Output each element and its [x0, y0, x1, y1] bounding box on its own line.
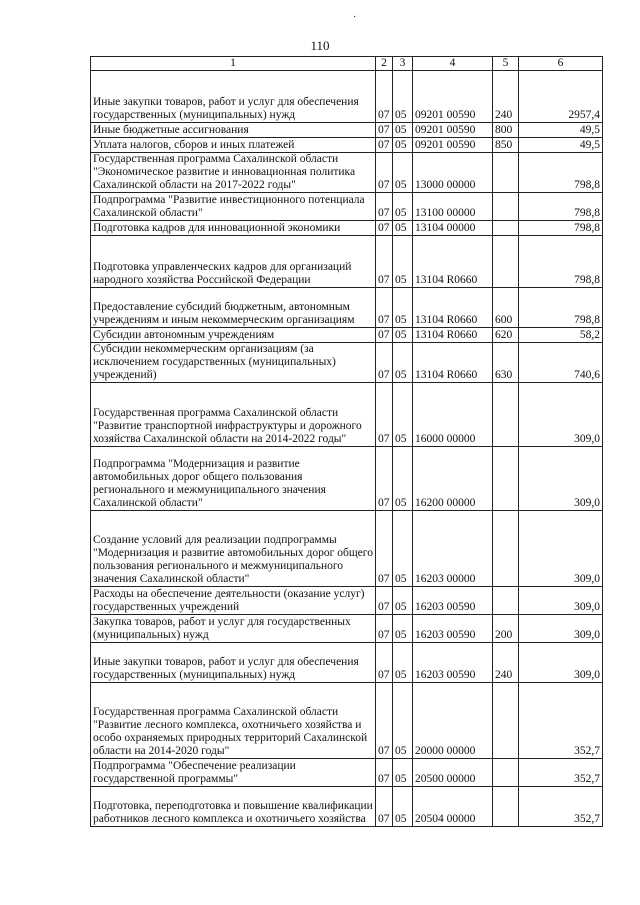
- target-article-cell: 09201 00590: [413, 71, 493, 123]
- subsection-code-cell: 05: [393, 288, 413, 328]
- subsection-code-cell: 05: [393, 787, 413, 827]
- header-cell: 4: [413, 57, 493, 71]
- row-name-cell: Расходы на обеспечение деятельности (оказание услуг) государственных учреждений: [91, 587, 376, 615]
- row-name-cell: Создание условий для реализации подпрограммы "Модернизация и развитие автомобильных дорог общего пользования регионального и межмуниципального значения Сахалинской области": [91, 511, 376, 587]
- row-name-cell: Подпрограмма "Развитие инвестиционного потенциала Сахалинской области": [91, 193, 376, 221]
- section-code-cell: 07: [376, 787, 393, 827]
- target-article-cell: 16000 00000: [413, 383, 493, 447]
- row-name-cell: Подготовка кадров для инновационной экономики: [91, 221, 376, 236]
- amount-cell: 798,8: [519, 193, 603, 221]
- target-article-cell: 16203 00590: [413, 587, 493, 615]
- expense-type-cell: 800: [493, 123, 519, 138]
- expense-type-cell: [493, 787, 519, 827]
- amount-cell: 309,0: [519, 447, 603, 511]
- amount-cell: 58,2: [519, 328, 603, 343]
- subsection-code-cell: 05: [393, 328, 413, 343]
- row-name-cell: Иные закупки товаров, работ и услуг для обеспечения государственных (муниципальных) нужд: [91, 71, 376, 123]
- target-article-cell: 20504 00000: [413, 787, 493, 827]
- target-article-cell: 13000 00000: [413, 153, 493, 193]
- table-row: [91, 138, 603, 153]
- row-name-cell: Государственная программа Сахалинской области "Развитие транспортной инфраструктуры и дорожного хозяйства Сахалинской области на 2014-2022 годы": [91, 383, 376, 447]
- amount-cell: 740,6: [519, 343, 603, 383]
- subsection-code-cell: 05: [393, 447, 413, 511]
- row-name-cell: Предоставление субсидий бюджетным, автономным учреждениям и иным некоммерческим организациям: [91, 288, 376, 328]
- expense-type-cell: 630: [493, 343, 519, 383]
- target-article-cell: 16200 00000: [413, 447, 493, 511]
- row-name-cell: Субсидии некоммерческим организациям (за исключением государственных (муниципальных) учреждений): [91, 343, 376, 383]
- subsection-code-cell: 05: [393, 383, 413, 447]
- row-name-cell: Государственная программа Сахалинской области "Развитие лесного комплекса, охотничьего хозяйства и особо охраняемых природных территорий Сахалинской области на 2014-2020 годы": [91, 683, 376, 759]
- expense-type-cell: [493, 447, 519, 511]
- target-article-cell: 16203 00590: [413, 643, 493, 683]
- row-name-cell: Иные закупки товаров, работ и услуг для обеспечения государственных (муниципальных) нужд: [91, 643, 376, 683]
- section-code-cell: 07: [376, 193, 393, 221]
- amount-cell: 309,0: [519, 587, 603, 615]
- expense-type-cell: 620: [493, 328, 519, 343]
- row-name-cell: Подготовка управленческих кадров для организаций народного хозяйства Российской Федерации: [91, 236, 376, 288]
- table-row: [91, 71, 603, 123]
- row-name-cell: Подготовка, переподготовка и повышение квалификации работников лесного комплекса и охотничьего хозяйства: [91, 787, 376, 827]
- subsection-code-cell: 05: [393, 615, 413, 643]
- subsection-code-cell: 05: [393, 759, 413, 787]
- subsection-code-cell: 05: [393, 511, 413, 587]
- table-row: [91, 383, 603, 447]
- target-article-cell: 20000 00000: [413, 683, 493, 759]
- header-cell: 1: [91, 57, 376, 71]
- target-article-cell: 13104 00000: [413, 221, 493, 236]
- section-code-cell: 07: [376, 683, 393, 759]
- page-number: 110: [310, 38, 330, 53]
- table-row: [91, 511, 603, 587]
- budget-table: [90, 56, 603, 827]
- section-code-cell: 07: [376, 447, 393, 511]
- header-cell: 6: [519, 57, 603, 71]
- amount-cell: 798,8: [519, 221, 603, 236]
- row-name-cell: Государственная программа Сахалинской области "Экономическое развитие и инновационная политика Сахалинской области на 2017-2022 годы": [91, 153, 376, 193]
- section-code-cell: 07: [376, 236, 393, 288]
- section-code-cell: 07: [376, 71, 393, 123]
- amount-cell: 798,8: [519, 153, 603, 193]
- table-row: [91, 328, 603, 343]
- expense-type-cell: [493, 153, 519, 193]
- header-row: [91, 57, 603, 71]
- subsection-code-cell: 05: [393, 193, 413, 221]
- amount-cell: 2957,4: [519, 71, 603, 123]
- expense-type-cell: [493, 193, 519, 221]
- expense-type-cell: [493, 683, 519, 759]
- table-row: [91, 288, 603, 328]
- section-code-cell: 07: [376, 587, 393, 615]
- row-name-cell: Закупка товаров, работ и услуг для государственных (муниципальных) нужд: [91, 615, 376, 643]
- target-article-cell: 13100 00000: [413, 193, 493, 221]
- table-row: [91, 615, 603, 643]
- target-article-cell: 13104 R0660: [413, 343, 493, 383]
- subsection-code-cell: 05: [393, 643, 413, 683]
- table-row: [91, 683, 603, 759]
- subsection-code-cell: 05: [393, 587, 413, 615]
- amount-cell: 798,8: [519, 236, 603, 288]
- target-article-cell: 13104 R0660: [413, 288, 493, 328]
- amount-cell: 798,8: [519, 288, 603, 328]
- table-row: [91, 447, 603, 511]
- table-row: [91, 787, 603, 827]
- target-article-cell: 09201 00590: [413, 138, 493, 153]
- amount-cell: 352,7: [519, 787, 603, 827]
- target-article-cell: 09201 00590: [413, 123, 493, 138]
- row-name-cell: Подпрограмма "Модернизация и развитие автомобильных дорог общего пользования регионального и межмуниципального значения Сахалинской области": [91, 447, 376, 511]
- section-code-cell: 07: [376, 511, 393, 587]
- amount-cell: 352,7: [519, 759, 603, 787]
- section-code-cell: 07: [376, 643, 393, 683]
- target-article-cell: 16203 00590: [413, 615, 493, 643]
- table-row: [91, 123, 603, 138]
- section-code-cell: 07: [376, 759, 393, 787]
- expense-type-cell: 200: [493, 615, 519, 643]
- section-code-cell: 07: [376, 615, 393, 643]
- expense-type-cell: 600: [493, 288, 519, 328]
- subsection-code-cell: 05: [393, 123, 413, 138]
- section-code-cell: 07: [376, 328, 393, 343]
- section-code-cell: 07: [376, 153, 393, 193]
- expense-type-cell: 850: [493, 138, 519, 153]
- target-article-cell: 13104 R0660: [413, 236, 493, 288]
- amount-cell: 49,5: [519, 123, 603, 138]
- scan-mark: ·: [353, 12, 357, 23]
- table-row: [91, 193, 603, 221]
- expense-type-cell: 240: [493, 643, 519, 683]
- expense-type-cell: [493, 587, 519, 615]
- row-name-cell: Подпрограмма "Обеспечение реализации государственной программы": [91, 759, 376, 787]
- table-row: [91, 643, 603, 683]
- target-article-cell: 20500 00000: [413, 759, 493, 787]
- subsection-code-cell: 05: [393, 236, 413, 288]
- target-article-cell: 16203 00000: [413, 511, 493, 587]
- header-cell: 2: [376, 57, 393, 71]
- row-name-cell: Уплата налогов, сборов и иных платежей: [91, 138, 376, 153]
- amount-cell: 309,0: [519, 615, 603, 643]
- amount-cell: 309,0: [519, 511, 603, 587]
- subsection-code-cell: 05: [393, 138, 413, 153]
- table-row: [91, 236, 603, 288]
- table-row: [91, 153, 603, 193]
- table-row: [91, 221, 603, 236]
- subsection-code-cell: 05: [393, 71, 413, 123]
- expense-type-cell: [493, 221, 519, 236]
- section-code-cell: 07: [376, 343, 393, 383]
- header-cell: 3: [393, 57, 413, 71]
- target-article-cell: 13104 R0660: [413, 328, 493, 343]
- section-code-cell: 07: [376, 288, 393, 328]
- amount-cell: 309,0: [519, 643, 603, 683]
- amount-cell: 309,0: [519, 383, 603, 447]
- expense-type-cell: [493, 383, 519, 447]
- expense-type-cell: [493, 511, 519, 587]
- subsection-code-cell: 05: [393, 153, 413, 193]
- section-code-cell: 07: [376, 138, 393, 153]
- expense-type-cell: [493, 759, 519, 787]
- subsection-code-cell: 05: [393, 221, 413, 236]
- table-row: [91, 343, 603, 383]
- subsection-code-cell: 05: [393, 343, 413, 383]
- section-code-cell: 07: [376, 221, 393, 236]
- subsection-code-cell: 05: [393, 683, 413, 759]
- expense-type-cell: [493, 236, 519, 288]
- table-row: [91, 587, 603, 615]
- expense-type-cell: 240: [493, 71, 519, 123]
- section-code-cell: 07: [376, 123, 393, 138]
- row-name-cell: Субсидии автономным учреждениям: [91, 328, 376, 343]
- header-cell: 5: [493, 57, 519, 71]
- section-code-cell: 07: [376, 383, 393, 447]
- amount-cell: 352,7: [519, 683, 603, 759]
- table-row: [91, 759, 603, 787]
- row-name-cell: Иные бюджетные ассигнования: [91, 123, 376, 138]
- amount-cell: 49,5: [519, 138, 603, 153]
